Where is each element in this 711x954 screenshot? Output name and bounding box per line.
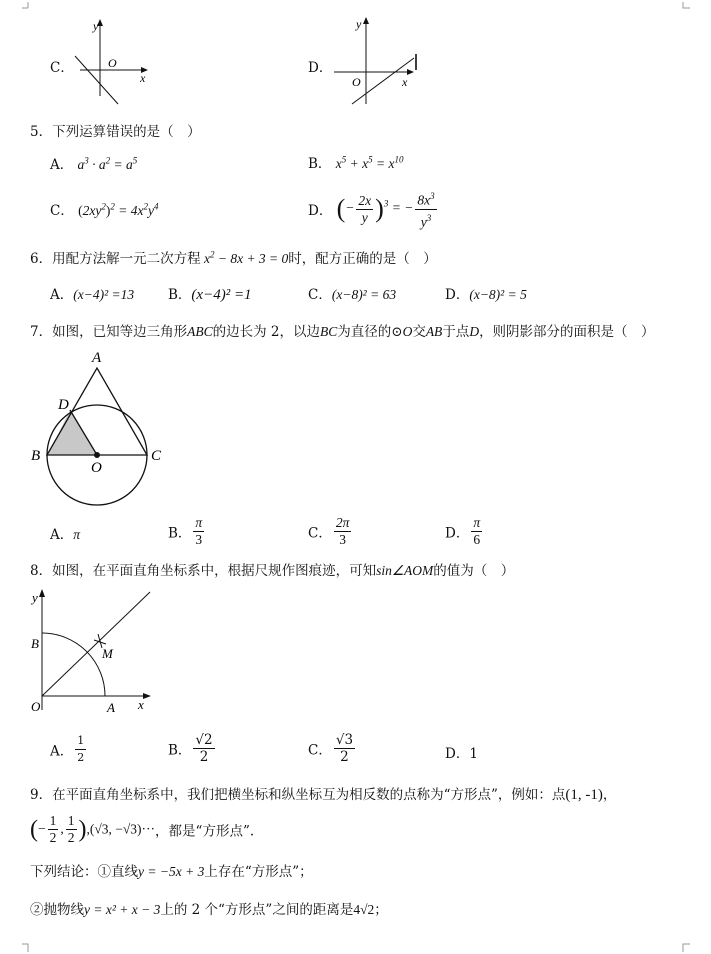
q9-c2-post: ； <box>374 902 388 918</box>
q8-label-y: y <box>32 590 38 605</box>
q8-option-a[interactable] <box>50 733 88 766</box>
q4c-y-label: y <box>93 19 99 33</box>
q7-label-b: B <box>31 448 41 464</box>
q8-b-num: √2 <box>195 732 213 748</box>
q5-d-label: D． <box>308 203 333 219</box>
q4-option-d-graph <box>330 14 430 109</box>
q8-option-c[interactable] <box>308 732 357 765</box>
q4c-x-label: x <box>140 71 146 85</box>
q6-stem-post: 时，配方正确的是（ ） <box>288 251 437 267</box>
q7-d-label: D． <box>445 525 470 542</box>
q7-stem-2: 的边长为 2，以边 <box>212 324 320 340</box>
q7-stem-d: D <box>469 324 480 339</box>
q8-c-num: √3 <box>335 732 354 748</box>
q6-c-text: (x−8)² = 63 <box>331 287 397 302</box>
q6-option-b[interactable] <box>168 283 252 304</box>
q7-b-den: 3 <box>195 532 203 547</box>
q8-stem-1: 8．如图，在平面直角坐标系中，根据尺规作图痕迹，可知 <box>30 563 377 579</box>
q6-option-c[interactable] <box>308 283 396 303</box>
q9-conclusions-intro: 下列结论：①直线 <box>30 864 138 880</box>
q7-stem-1: 7．如图，已知等边三角形 <box>30 324 188 340</box>
q8-b-den: 2 <box>199 749 209 765</box>
q8-option-d[interactable] <box>445 742 478 762</box>
q7-c-den: 3 <box>339 532 346 547</box>
q6-a-label: A． <box>50 287 74 303</box>
q5-stem: 5．下列运算错误的是（ ） <box>30 124 201 140</box>
q7-d-num: π <box>473 515 481 530</box>
q9-c1-eq: y = −5x + 3 <box>138 864 205 879</box>
q9-stem-punct: ， <box>602 787 617 803</box>
q5-option-d[interactable] <box>308 188 439 230</box>
q7-stem-6: ，则阴影部分的面积是（ ） <box>479 324 655 340</box>
q7-stem-abc: ABC <box>187 324 213 339</box>
q5-b-formula: $x^5 + x^5 = x^{10}$ <box>335 154 404 171</box>
q7-a-text: π <box>73 527 81 542</box>
q9-stem-1: 9．在平面直角坐标系中，我们把横坐标和纵坐标互为相反数的点称为“方形点”，例如：点 <box>30 787 566 803</box>
q9-c2-pre: ②抛物线 <box>30 902 84 918</box>
q6-stem <box>30 247 437 267</box>
q4d-origin-label: O <box>352 75 361 89</box>
q6-b-text: (x−4)² =1 <box>191 287 252 303</box>
q6-b-label: B． <box>168 287 192 303</box>
q4d-y-label: y <box>356 17 362 31</box>
q9-c2-val: 4√2 <box>353 902 375 917</box>
q7-label-d: D <box>58 397 69 413</box>
q6-a-text: (x−4)² =13 <box>73 287 135 302</box>
q8-stem <box>30 559 514 579</box>
q4-option-c-graph <box>70 16 160 106</box>
q7-b-num: π <box>195 515 203 530</box>
q4c-origin-label: O <box>108 56 117 70</box>
q7-label-o: O <box>91 460 102 476</box>
q6-d-label: D． <box>445 287 470 303</box>
q8-a-label: A． <box>50 743 74 760</box>
q4d-x-label: x <box>402 75 408 89</box>
q5-c-formula: $(2xy^2)^2 = 4x^2y^4$ <box>78 201 159 218</box>
q8-option-b[interactable] <box>168 732 217 765</box>
q7-c-label: C． <box>308 525 332 542</box>
q7-option-c[interactable] <box>308 515 353 548</box>
q7-stem-5: 于点 <box>442 324 470 340</box>
q8-label-o: O <box>31 699 41 714</box>
q7-stem-ab: AB <box>425 324 443 339</box>
q8-label-m: M <box>102 646 113 661</box>
q5-a-formula: $a^3 \cdot a^2 = a^5$ <box>77 155 138 172</box>
q9-c2-mid: 上的 2 个“方形点”之间的距离是 <box>160 902 354 918</box>
q7-label-a: A <box>92 350 102 366</box>
q6-equation: $x^2 - 8x + 3 = 0$ <box>200 249 289 266</box>
q4-option-d-label[interactable]: D． <box>308 60 333 76</box>
q8-a-num: 1 <box>75 733 86 750</box>
q8-stem-2: sin∠AOM <box>376 563 434 578</box>
q8-a-den: 2 <box>77 751 85 764</box>
q9-c2-eq: y = x² + x − 3 <box>84 902 161 917</box>
q8-d-label: D． <box>445 746 470 762</box>
q5-option-c[interactable] <box>50 199 158 219</box>
q7-d-den: 6 <box>473 532 481 547</box>
q6-option-d[interactable] <box>445 283 527 303</box>
q5-d-formula: (− $\frac{2x}{y}$ )$^3$ = − $\frac{8x^3}{y^3}$ <box>337 200 439 215</box>
q8-label-a: A <box>107 700 115 715</box>
q7-label-c: C <box>151 448 162 464</box>
q6-d-text: (x−8)² = 5 <box>469 287 527 302</box>
q8-d-text: 1 <box>469 746 478 762</box>
q9-conclusion-2 <box>30 898 388 918</box>
q4-option-c-label[interactable]: C． <box>50 60 74 76</box>
q8-figure <box>28 586 163 721</box>
q9-c1-post: 上存在“方形点”； <box>204 864 313 880</box>
q7-option-d[interactable] <box>445 515 484 548</box>
q7-stem-4: 交 <box>412 324 426 340</box>
q7-figure <box>28 345 178 510</box>
q7-b-label: B． <box>168 525 192 542</box>
q7-stem-o: O <box>402 324 413 339</box>
q5-b-label: B． <box>308 156 332 172</box>
q7-stem-bc: BC <box>319 324 338 339</box>
q6-c-label: C． <box>308 287 332 303</box>
q8-c-label: C． <box>308 742 332 759</box>
q9-stem-line-1 <box>30 783 616 804</box>
q9-stem-line-2 <box>30 813 254 846</box>
q7-stem-3: 为直径的⊙ <box>337 324 403 340</box>
q8-stem-3: 的值为（ ） <box>433 563 515 579</box>
q9-line2-pt2: ,(√3, −√3)··· <box>86 821 156 837</box>
q8-b-label: B． <box>168 742 192 759</box>
q9-stem-point: (1, -1) <box>565 787 603 803</box>
q5-option-a[interactable] <box>50 153 137 173</box>
q6-stem-pre: 6．用配方法解一元二次方程 <box>30 251 201 267</box>
q5-option-b[interactable] <box>308 152 403 172</box>
q9-conclusion-1 <box>30 860 313 880</box>
q8-label-b: B <box>31 636 39 651</box>
q9-line2-pt1: (− $\frac{1}{2}$ , $\frac{1}{2}$ ) <box>30 813 87 845</box>
q7-option-a[interactable] <box>50 523 80 543</box>
q6-option-a[interactable] <box>50 283 134 303</box>
q9-line2-post: ，都是“方形点”. <box>155 823 255 840</box>
q7-option-b[interactable] <box>168 515 206 548</box>
q5-c-label: C． <box>50 203 74 219</box>
q8-label-x: x <box>138 697 144 712</box>
q7-stem <box>30 320 655 340</box>
q5-a-label: A． <box>50 157 74 173</box>
q8-c-den: 2 <box>340 749 349 765</box>
q7-c-num: 2π <box>335 515 350 530</box>
q7-a-label: A． <box>50 527 74 543</box>
